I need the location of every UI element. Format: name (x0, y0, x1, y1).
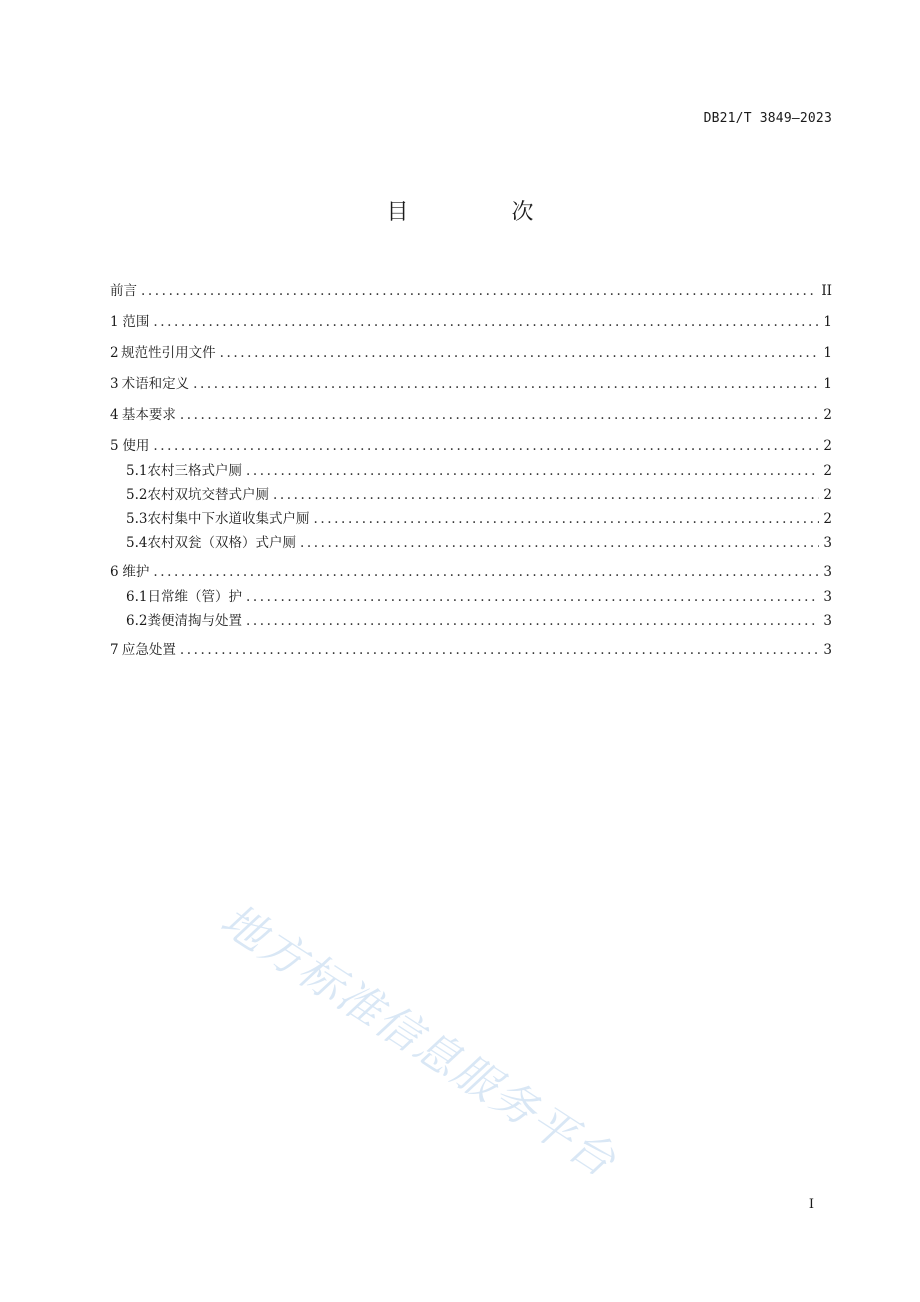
toc-number: 1 (110, 314, 119, 330)
toc-number: 5.3 (126, 511, 148, 527)
toc-item-usage[interactable] (110, 435, 832, 460)
toc-page: II (821, 283, 832, 299)
toc-item-emergency[interactable] (110, 639, 832, 670)
toc-leader-dots (180, 404, 820, 427)
toc-label: 范围 (122, 314, 150, 330)
toc-number: 2 (110, 345, 119, 361)
toc-leader-dots (313, 508, 819, 531)
toc-number: 5.1 (126, 463, 148, 479)
toc-page: 2 (823, 487, 832, 503)
toc-number: 5.2 (126, 487, 148, 503)
toc-leader-dots (273, 484, 819, 507)
toc-item-5-4[interactable] (110, 532, 832, 561)
toc-item-maintenance[interactable] (110, 561, 832, 586)
toc-page: 1 (823, 376, 832, 392)
toc-leader-dots (246, 586, 819, 609)
toc-leader-dots (153, 561, 819, 584)
toc-label: 农村三格式户厕 (147, 463, 242, 479)
toc-label: 前言 (110, 283, 137, 299)
toc-label: 应急处置 (121, 642, 176, 658)
toc-leader-dots (246, 610, 819, 633)
toc-number: 6 (110, 564, 119, 580)
toc-page: 2 (823, 407, 832, 423)
toc-page: 3 (823, 564, 832, 580)
toc-leader-dots (141, 280, 817, 303)
toc-leader-dots (180, 639, 820, 662)
toc-number: 3 (110, 376, 119, 392)
toc-leader-dots (153, 311, 819, 334)
toc-number: 6.1 (126, 589, 148, 605)
document-code: DB21/T 3849—2023 (703, 111, 832, 126)
toc-label: 规范性引用文件 (121, 345, 216, 361)
toc-leader-dots (300, 532, 819, 555)
toc-page: 3 (823, 535, 832, 551)
toc-label: 粪便清掏与处置 (147, 613, 242, 629)
toc-leader-dots (153, 435, 819, 458)
toc-label: 术语和定义 (121, 376, 190, 392)
toc-item-6-2[interactable] (110, 610, 832, 639)
toc-label: 农村双坑交替式户厕 (147, 487, 269, 503)
page-number: I (808, 1197, 814, 1212)
toc-page: 2 (823, 438, 832, 454)
toc-item-scope[interactable] (110, 311, 832, 342)
toc-item-5-3[interactable] (110, 508, 832, 532)
toc-page: 3 (823, 613, 832, 629)
toc-leader-dots (246, 460, 819, 483)
toc-number: 5.4 (126, 535, 148, 551)
toc-leader-dots (193, 373, 819, 396)
toc-number: 6.2 (126, 613, 148, 629)
toc-item-normative-references[interactable] (110, 342, 832, 373)
toc-label: 维护 (122, 564, 150, 580)
toc-label: 农村集中下水道收集式户厕 (147, 511, 310, 527)
toc-leader-dots (220, 342, 820, 365)
toc-number: 4 (110, 407, 119, 423)
toc-number: 7 (110, 642, 119, 658)
toc-item-basic-requirements[interactable] (110, 404, 832, 435)
toc-page: 1 (823, 345, 832, 361)
toc-item-terms-definitions[interactable] (110, 373, 832, 404)
toc-label: 使用 (122, 438, 150, 454)
table-of-contents (110, 280, 832, 670)
toc-item-6-1[interactable] (110, 586, 832, 610)
toc-label: 基本要求 (121, 407, 176, 423)
toc-page: 3 (823, 642, 832, 658)
toc-label: 日常维（管）护 (147, 589, 242, 605)
toc-page: 2 (823, 511, 832, 527)
watermark: 地方标准信息服务平台 (211, 894, 626, 1188)
toc-number: 5 (110, 438, 119, 454)
toc-item-5-1[interactable] (110, 460, 832, 484)
toc-label: 农村双瓮（双格）式户厕 (147, 535, 296, 551)
toc-item-foreword[interactable] (110, 280, 832, 311)
page-title: 目 次 (386, 200, 582, 225)
toc-page: 2 (823, 463, 832, 479)
toc-page: 3 (823, 589, 832, 605)
toc-item-5-2[interactable] (110, 484, 832, 508)
toc-page: 1 (823, 314, 832, 330)
